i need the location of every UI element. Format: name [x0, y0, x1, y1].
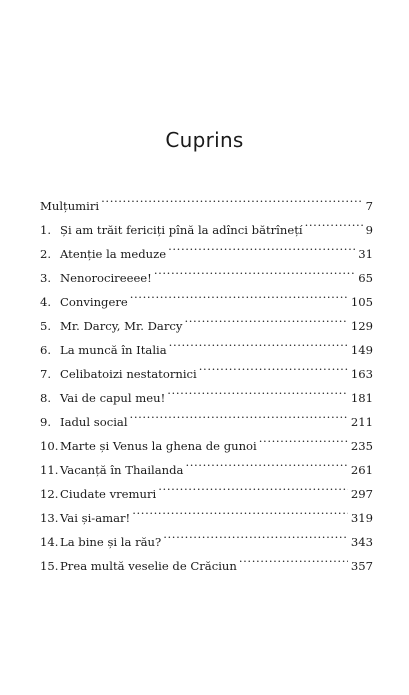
toc-leader-dots	[163, 522, 348, 546]
toc-entry-title: Vacanță în Thailanda	[60, 463, 184, 477]
toc-entry-number: 14.	[40, 535, 59, 549]
toc-entry-page-number: 297	[350, 487, 373, 501]
toc-entry-title: Marte și Venus la ghena de gunoi	[60, 439, 257, 453]
toc-entry-number: 11.	[40, 463, 59, 477]
toc-leader-dots	[239, 546, 348, 570]
toc-entry-title: La muncă în Italia	[60, 343, 167, 357]
toc-leader-dots	[305, 210, 363, 234]
toc-entry-number: 7.	[40, 367, 52, 381]
toc-entry-page-number: 343	[350, 535, 373, 549]
toc-entry-title: Nenorocireeee!	[60, 271, 152, 285]
toc-leader-dots	[199, 354, 348, 378]
toc-entry-title: Prea multă veselie de Crăciun	[60, 559, 237, 573]
toc-entry-title: Celibatoizi nestatornici	[60, 367, 197, 381]
toc-leader-dots	[132, 498, 348, 522]
toc-entry-page-number: 129	[350, 319, 373, 333]
toc-entry-title: Mr. Darcy, Mr. Darcy	[60, 319, 183, 333]
toc-leader-dots	[130, 402, 348, 426]
toc-leader-dots	[130, 282, 348, 306]
toc-leader-dots	[168, 234, 355, 258]
toc-entry-page-number: 261	[350, 463, 373, 477]
toc-leader-dots	[158, 474, 348, 498]
toc-entry-number: 6.	[40, 343, 52, 357]
toc-entry	[40, 186, 373, 213]
toc-entry-number: 2.	[40, 247, 52, 261]
toc-entry-page-number: 319	[350, 511, 373, 525]
toc-entry-page-number: 163	[350, 367, 373, 381]
toc-entry-page-number: 211	[350, 415, 373, 429]
toc-entry-title: Vai și-amar!	[60, 511, 131, 525]
toc-entry-number: 3.	[40, 271, 52, 285]
toc-leader-dots	[154, 258, 355, 282]
toc-leader-dots	[184, 306, 347, 330]
toc-entry-number: 4.	[40, 295, 52, 309]
toc-entry-title: Iadul social	[60, 415, 128, 429]
toc-entry-title: Atenție la meduze	[60, 247, 167, 261]
toc-entry-page-number: 9	[365, 223, 373, 237]
toc-entry-page-number: 149	[350, 343, 373, 357]
toc-entry-number: 5.	[40, 319, 52, 333]
table-of-contents	[40, 186, 373, 573]
toc-entry-number: 8.	[40, 391, 52, 405]
toc-entry-title: Mulțumiri	[40, 199, 100, 213]
toc-entry-page-number: 181	[350, 391, 373, 405]
toc-entry-number: 13.	[40, 511, 59, 525]
toc-entry-number: 9.	[40, 415, 52, 429]
toc-entry-title: La bine și la rău?	[60, 535, 162, 549]
toc-entry-title: Vai de capul meu!	[60, 391, 166, 405]
page-title: Cuprins	[165, 128, 244, 152]
toc-entry-title: Ciudate vremuri	[60, 487, 157, 501]
toc-entry-page-number: 65	[358, 271, 373, 285]
toc-leader-dots	[167, 378, 348, 402]
toc-leader-dots	[259, 426, 348, 450]
toc-entry-page-number: 31	[358, 247, 373, 261]
toc-leader-dots	[185, 450, 347, 474]
toc-entry-number: 10.	[40, 439, 59, 453]
toc-entry-number: 12.	[40, 487, 59, 501]
toc-entry-page-number: 235	[350, 439, 373, 453]
toc-leader-dots	[101, 186, 362, 210]
toc-entry-title: Și am trăit fericiți pînă la adînci bătrînețí	[60, 223, 303, 237]
toc-leader-dots	[169, 330, 348, 354]
toc-entry-page-number: 357	[350, 559, 373, 573]
toc-entry-number: 1.	[40, 223, 52, 237]
toc-entry-page-number: 105	[350, 295, 373, 309]
toc-entry-title: Convingere	[60, 295, 128, 309]
toc-entry-number: 15.	[40, 559, 59, 573]
toc-entry-page-number: 7	[365, 199, 373, 213]
